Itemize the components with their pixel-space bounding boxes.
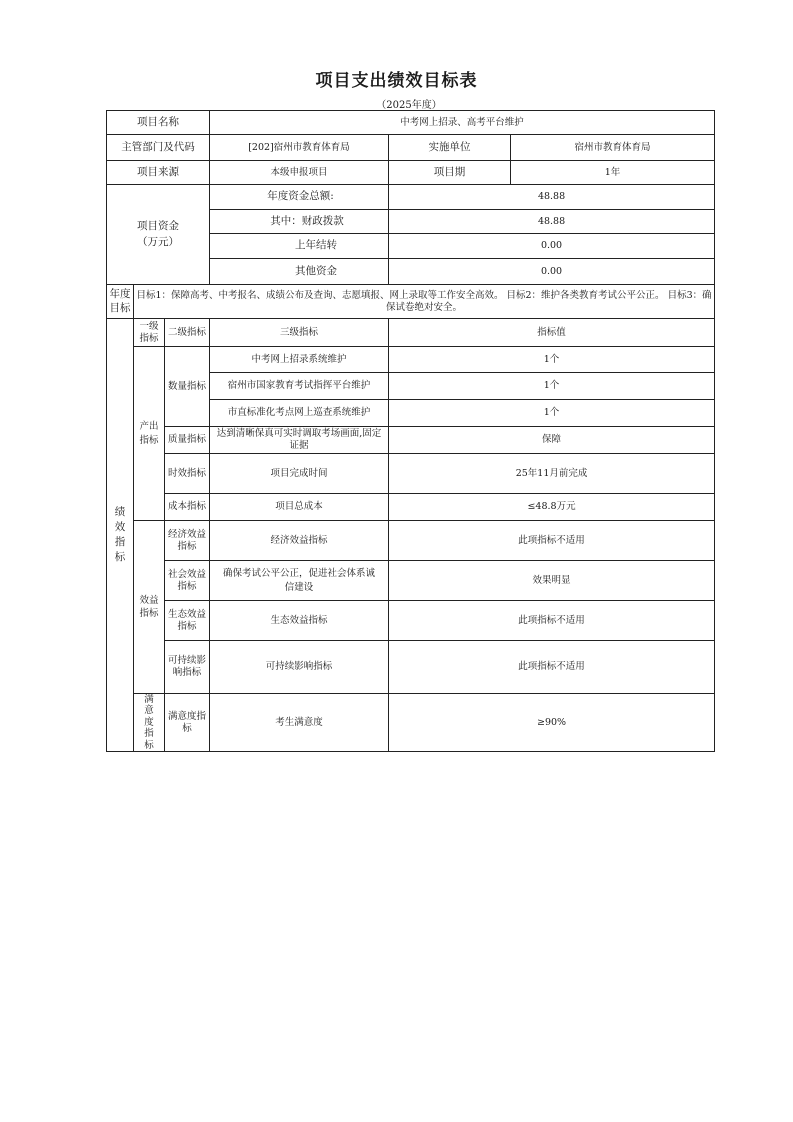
fund-total-label: 年度资金总额:: [210, 185, 389, 210]
fund-fiscal-label: 其中：财政拨款: [210, 210, 389, 234]
ecological-row: [107, 601, 715, 641]
social-value: 效果明显: [389, 561, 715, 601]
project-name-value: 中考网上招录、高考平台维护: [210, 111, 715, 135]
ecological-name: 生态效益指标: [210, 601, 389, 641]
social-name: 确保考试公平公正，促进社会体系诚信建设: [210, 561, 389, 601]
header-level1: 一级指标: [134, 319, 165, 347]
project-name-label: 项目名称: [107, 111, 210, 135]
source-value: 本级申报项目: [210, 161, 389, 185]
header-level3: 三级指标: [210, 319, 389, 347]
indicator-section-label: 绩效指标: [107, 319, 134, 752]
quantity-item-1-name: 中考网上招录系统维护: [210, 347, 389, 373]
ecological-value: 此项指标不适用: [389, 601, 715, 641]
cost-label: 成本指标: [165, 494, 210, 521]
indicator-header-row: [107, 319, 715, 347]
sustainable-row: [107, 641, 715, 694]
timeliness-value: 25年11月前完成: [389, 454, 715, 494]
quantity-item-2-value: 1个: [389, 373, 715, 400]
cost-row: [107, 494, 715, 521]
quality-label: 质量指标: [165, 427, 210, 454]
quality-name: 达到清晰保真可实时调取考场画面,固定证据: [210, 427, 389, 454]
quantity-item-2-name: 宿州市国家教育考试指挥平台维护: [210, 373, 389, 400]
fund-other-value: 0.00: [389, 259, 715, 285]
sustainable-label: 可持续影响指标: [165, 641, 210, 694]
sustainable-name: 可持续影响指标: [210, 641, 389, 694]
period-label: 项目期: [389, 161, 511, 185]
fund-carryover-label: 上年结转: [210, 234, 389, 259]
quantity-item-3-value: 1个: [389, 400, 715, 427]
year-label: （2025年度）: [376, 100, 442, 111]
period-value: 1年: [511, 161, 715, 185]
impl-value: 宿州市教育体育局: [511, 135, 715, 161]
goal-row: [107, 285, 715, 319]
satisfaction-group-label: 满意度指标: [134, 694, 165, 752]
economic-name: 经济效益指标: [210, 521, 389, 561]
project-name-row: [107, 111, 715, 135]
fund-row-total: [107, 185, 715, 210]
header-value: 指标值: [389, 319, 715, 347]
fund-other-label: 其他资金: [210, 259, 389, 285]
cost-name: 项目总成本: [210, 494, 389, 521]
quality-value: 保障: [389, 427, 715, 454]
goal-label: 年度目标: [107, 285, 134, 319]
timeliness-label: 时效指标: [165, 454, 210, 494]
economic-label: 经济效益指标: [165, 521, 210, 561]
benefit-group-label: 效益指标: [134, 521, 165, 694]
satisfaction-label: 满意度指标: [165, 694, 210, 752]
funds-label: 项目资金（万元）: [107, 185, 210, 285]
source-label: 项目来源: [107, 161, 210, 185]
ecological-label: 生态效益指标: [165, 601, 210, 641]
page-title: 项目支出绩效目标表: [315, 71, 478, 91]
economic-row: [107, 521, 715, 561]
quantity-item-1-value: 1个: [389, 347, 715, 373]
goal-text: 目标1：保障高考、中考报名、成绩公布及查询、志愿填报、网上录取等工作安全高效。 目标2：维护各类教育考试公平公正。 目标3：确保试卷绝对安全。: [134, 285, 715, 319]
output-group-label: 产出指标: [134, 347, 165, 521]
dept-value: [202]宿州市教育体育局: [210, 135, 389, 161]
performance-goal-table: [106, 110, 715, 752]
fund-total-value: 48.88: [389, 185, 715, 210]
dept-row: [107, 135, 715, 161]
quality-row: [107, 427, 715, 454]
quantity-item-3-name: 市直标准化考点网上巡查系统维护: [210, 400, 389, 427]
impl-label: 实施单位: [389, 135, 511, 161]
economic-value: 此项指标不适用: [389, 521, 715, 561]
sustainable-value: 此项指标不适用: [389, 641, 715, 694]
quantity-label: 数量指标: [165, 347, 210, 427]
source-row: [107, 161, 715, 185]
satisfaction-row: [107, 694, 715, 752]
fund-carryover-value: 0.00: [389, 234, 715, 259]
social-row: [107, 561, 715, 601]
social-label: 社会效益指标: [165, 561, 210, 601]
timeliness-name: 项目完成时间: [210, 454, 389, 494]
cost-value: ≤48.8万元: [389, 494, 715, 521]
satisfaction-name: 考生满意度: [210, 694, 389, 752]
dept-label: 主管部门及代码: [107, 135, 210, 161]
satisfaction-value: ≥90%: [389, 694, 715, 752]
header-level2: 二级指标: [165, 319, 210, 347]
quantity-row-1: [107, 347, 715, 373]
fund-fiscal-value: 48.88: [389, 210, 715, 234]
timeliness-row: [107, 454, 715, 494]
